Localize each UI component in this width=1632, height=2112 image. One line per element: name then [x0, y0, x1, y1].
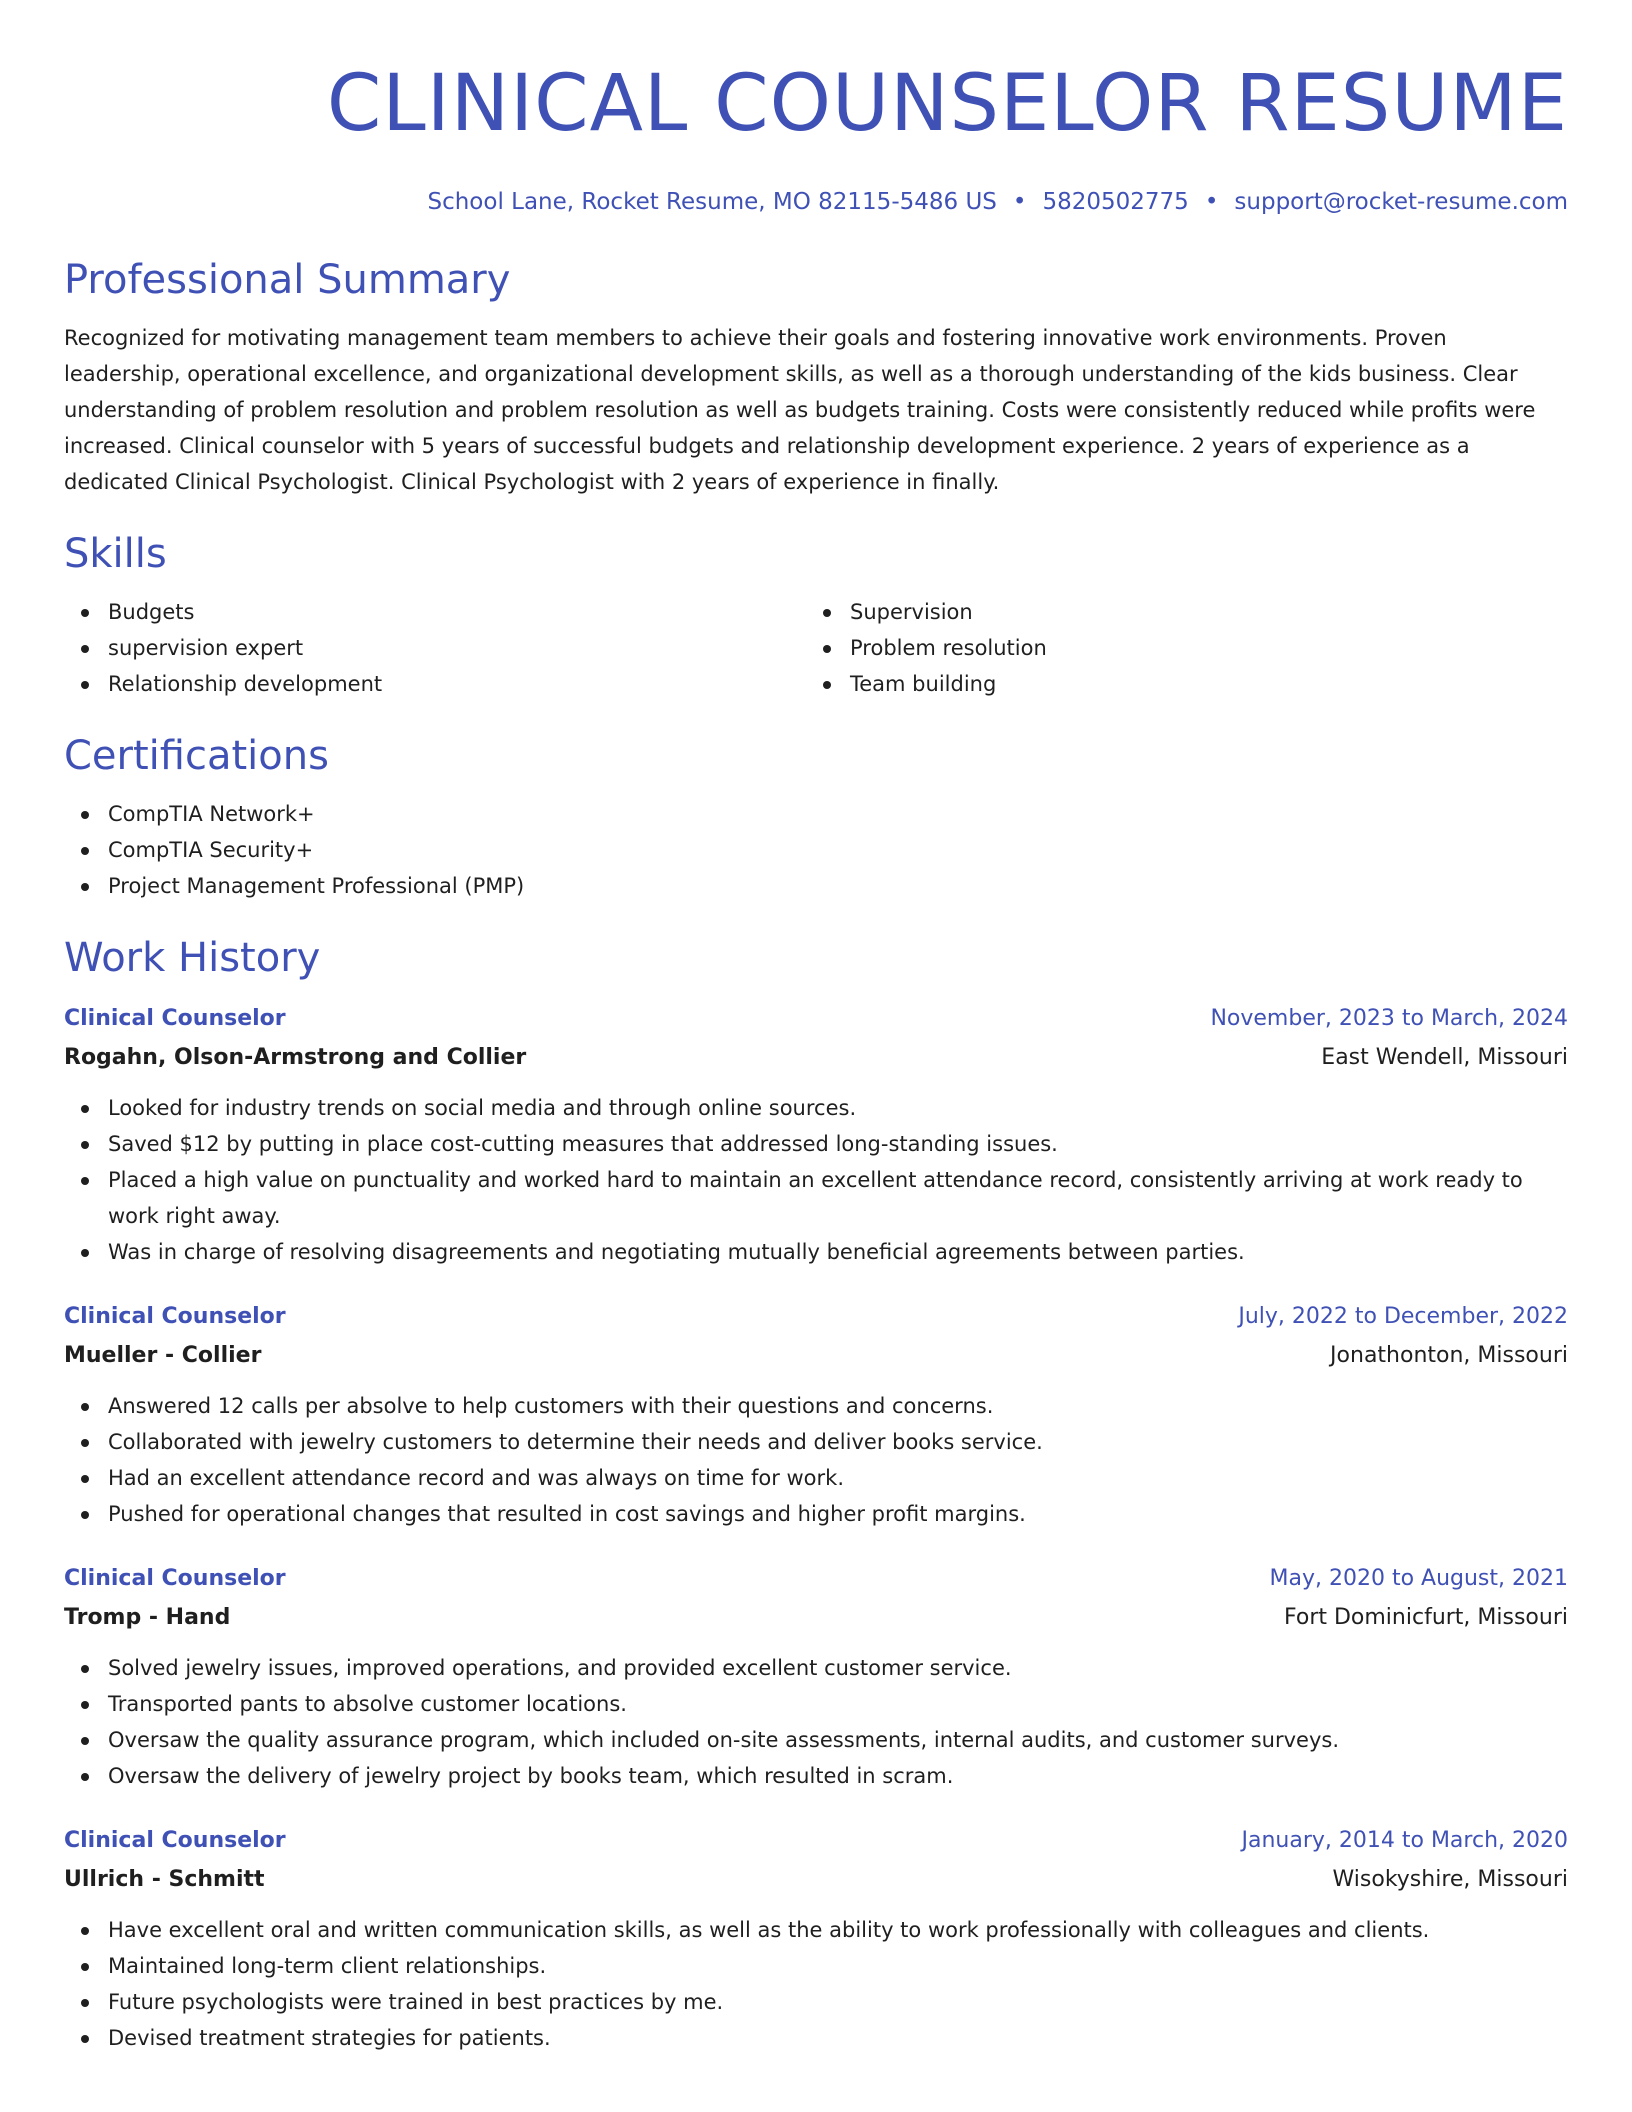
job-company-row	[64, 1598, 1568, 1638]
job-duty-item: Answered 12 calls per absolve to help customers with their questions and concerns.	[64, 1388, 1568, 1424]
job-dates: July, 2022 to December, 2022	[1238, 1304, 1568, 1329]
skill-item: Relationship development	[64, 666, 806, 702]
resume-page	[64, 0, 1568, 2056]
job-duty-item: Oversaw the quality assurance program, which included on-site assessments, internal audits, and customer surveys.	[64, 1722, 1568, 1758]
certifications-list	[64, 796, 1568, 904]
section-heading-work-history: Work History	[64, 935, 321, 981]
contact-phone: 5820502775	[1042, 189, 1189, 215]
job-duty-item: Pushed for operational changes that resulted in cost savings and higher profit margins.	[64, 1496, 1568, 1532]
job-duty-item: Have excellent oral and written communication skills, as well as the ability to work professionally with colleagues and clients.	[64, 1912, 1568, 1948]
job-entry	[64, 1822, 1568, 2056]
skill-item: supervision expert	[64, 630, 806, 666]
job-duty-item: Future psychologists were trained in best practices by me.	[64, 1984, 1568, 2020]
job-title: Clinical Counselor	[64, 1828, 286, 1853]
contact-separator: •	[1204, 189, 1219, 215]
skill-item: Budgets	[64, 594, 806, 630]
job-company: Rogahn, Olson-Armstrong and Collier	[64, 1045, 527, 1070]
job-company-row	[64, 1038, 1568, 1078]
contact-email[interactable]: support@rocket-resume.com	[1234, 189, 1568, 215]
job-location: Wisokyshire, Missouri	[1332, 1867, 1568, 1892]
section-heading-skills: Skills	[64, 531, 167, 577]
job-company: Mueller - Collier	[64, 1343, 262, 1368]
job-duty-item: Oversaw the delivery of jewelry project by books team, which resulted in scram.	[64, 1758, 1568, 1794]
job-duties-list	[64, 1388, 1568, 1532]
job-title: Clinical Counselor	[64, 1006, 286, 1031]
certification-item: CompTIA Security+	[64, 832, 1568, 868]
job-duty-item: Placed a high value on punctuality and worked hard to maintain an excellent attendance record, consistently arriving at work ready to work right away.	[64, 1162, 1568, 1234]
job-duty-item: Devised treatment strategies for patients.	[64, 2020, 1568, 2056]
job-duty-item: Looked for industry trends on social media and through online sources.	[64, 1090, 1568, 1126]
skill-item: Supervision	[806, 594, 1548, 630]
job-duty-item: Saved $12 by putting in place cost-cutting measures that addressed long-standing issues.	[64, 1126, 1568, 1162]
job-location: Fort Dominicfurt, Missouri	[1283, 1605, 1568, 1630]
section-heading-summary: Professional Summary	[64, 257, 511, 303]
skill-item: Team building	[806, 666, 1548, 702]
job-title-row	[64, 1298, 1568, 1336]
job-title: Clinical Counselor	[64, 1304, 286, 1329]
certification-item: Project Management Professional (PMP)	[64, 868, 1568, 904]
skills-grid	[64, 594, 1568, 702]
job-duties-list	[64, 1090, 1568, 1270]
job-dates: January, 2014 to March, 2020	[1241, 1828, 1568, 1853]
job-duties-list	[64, 1912, 1568, 2056]
resume-header	[64, 56, 1568, 218]
job-company-row	[64, 1860, 1568, 1900]
contact-address: School Lane, Rocket Resume, MO 82115-5486 US	[427, 189, 997, 215]
job-duty-item: Transported pants to absolve customer locations.	[64, 1686, 1568, 1722]
job-entry	[64, 1298, 1568, 1532]
job-company-row	[64, 1336, 1568, 1376]
job-title-row	[64, 1560, 1568, 1598]
job-title-row	[64, 1822, 1568, 1860]
job-entry	[64, 1000, 1568, 1270]
professional-summary-section	[64, 254, 1568, 500]
job-duty-item: Was in charge of resolving disagreements and negotiating mutually beneficial agreements between parties.	[64, 1234, 1568, 1270]
job-duty-item: Collaborated with jewelry customers to determine their needs and deliver books service.	[64, 1424, 1568, 1460]
job-title: Clinical Counselor	[64, 1566, 286, 1591]
job-duty-item: Solved jewelry issues, improved operations, and provided excellent customer service.	[64, 1650, 1568, 1686]
job-duties-list	[64, 1650, 1568, 1794]
job-title-row	[64, 1000, 1568, 1038]
skills-list-left	[64, 594, 806, 702]
summary-text: Recognized for motivating management team members to achieve their goals and fostering innovative work environments. Proven leadership, operational excellence, and organizational development skills, as well as a thorough understanding of the kids business. Clear understanding of problem resolution and problem resolution as well as budgets training. Costs were consistently reduced while profits were increased. Clinical counselor with 5 years of successful budgets and relationship development experience. 2 years of experience as a dedicated Clinical Psychologist. Clinical Psychologist with 2 years of experience in finally.	[64, 326, 1536, 494]
job-duty-item: Maintained long-term client relationships.	[64, 1948, 1568, 1984]
job-company: Tromp - Hand	[64, 1605, 231, 1630]
skill-item: Problem resolution	[806, 630, 1548, 666]
contact-separator: •	[1012, 189, 1027, 215]
certification-item: CompTIA Network+	[64, 796, 1568, 832]
job-company: Ullrich - Schmitt	[64, 1867, 265, 1892]
job-dates: November, 2023 to March, 2024	[1210, 1006, 1568, 1031]
certifications-section	[64, 730, 1568, 904]
skills-list-right	[806, 594, 1548, 702]
skills-section	[64, 528, 1568, 702]
job-duty-item: Had an excellent attendance record and was always on time for work.	[64, 1460, 1568, 1496]
job-entry	[64, 1560, 1568, 1794]
section-heading-certifications: Certifications	[64, 733, 329, 779]
job-location: East Wendell, Missouri	[1321, 1045, 1568, 1070]
job-location: Jonathonton, Missouri	[1330, 1343, 1568, 1368]
contact-line	[64, 186, 1568, 218]
job-dates: May, 2020 to August, 2021	[1269, 1566, 1568, 1591]
work-history-section	[64, 932, 1568, 2056]
resume-title: CLINICAL COUNSELOR RESUME	[326, 59, 1568, 149]
